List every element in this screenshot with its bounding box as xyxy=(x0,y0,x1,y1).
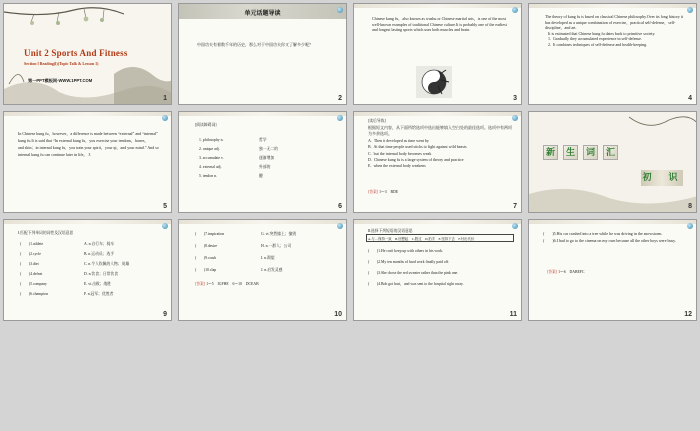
slide-thumbnail[interactable] xyxy=(178,111,347,213)
bullet-dot-icon xyxy=(512,7,518,13)
answer-line xyxy=(195,282,259,287)
slide-number: 8 xyxy=(688,203,692,210)
slide-thumbnail[interactable] xyxy=(528,3,697,105)
match-option: I. n.渴望 xyxy=(261,256,275,260)
match-item: ( )5.company xyxy=(20,282,47,286)
slide-body: 根据短文内容，从下面所给选项中选出能够填入空白处的最佳选项。选项中有两项为多余选项。 A. Then it developed as time went by B. At that time people used sticks to fight against wild beasts C. but the internal body becomes weak D. Chinese kung fu is a large system of theory and practice E. when the external body weakens xyxy=(368,125,512,169)
slide-thumbnail[interactable] xyxy=(528,219,697,321)
match-option: J. n.启发灵感 xyxy=(261,268,283,272)
vocab-meaning: 哲学 xyxy=(259,138,267,142)
top-strip xyxy=(354,4,521,8)
bullet-dot-icon xyxy=(512,115,518,121)
answer-tag: [答案] xyxy=(547,270,558,274)
match-item: ( )3.diet xyxy=(20,262,39,266)
match-item: ( )2.cycle xyxy=(20,252,41,256)
slide-thumbnail[interactable] xyxy=(3,3,172,105)
top-strip xyxy=(354,220,521,224)
bullet-dot-icon xyxy=(687,223,693,229)
match-option: F. n.冠军；优胜者 xyxy=(84,292,114,296)
section-header: Ⅰ.匹配下列单词的词性及汉语意思 xyxy=(18,231,74,235)
slide-thumbnail[interactable] xyxy=(3,219,172,321)
top-strip xyxy=(529,4,696,8)
slide-title: Unit 2 Sports And Fitness xyxy=(24,48,128,58)
slide-number: 9 xyxy=(163,311,167,318)
slide-number: 2 xyxy=(338,95,342,102)
match-option: D. n.饮食；日常饮食 xyxy=(84,272,119,276)
vocab-meaning: 腱 xyxy=(259,174,263,178)
slide-thumbnail[interactable] xyxy=(178,219,347,321)
vocab-char-tile: 新 xyxy=(543,145,558,160)
vocab-char-tile: 生 xyxy=(563,145,578,160)
bullet-dot-icon xyxy=(337,115,343,121)
bullet-dot-icon xyxy=(512,223,518,229)
brand-label: 第一PPT模板网-WWW.1PPT.COM xyxy=(28,78,93,83)
vocab-word: 5. tendon n. xyxy=(199,174,217,178)
section-header: [阅读障碍词] xyxy=(195,123,217,127)
bullet-dot-icon xyxy=(337,7,343,13)
slide-thumbnail[interactable] xyxy=(178,3,347,105)
slide-thumbnail[interactable] xyxy=(353,3,522,105)
match-item: ( )4.defeat xyxy=(20,272,43,276)
match-item: ( )9.crash xyxy=(195,256,216,260)
vocab-word: 2. unique adj. xyxy=(199,147,220,151)
top-strip xyxy=(4,220,171,224)
banner-title: 单元话题导读 xyxy=(244,11,281,17)
vocab-word: 4. external adj. xyxy=(199,165,222,169)
vocab-meaning: 外部的 xyxy=(259,165,271,169)
vocab-char-tile: 汇 xyxy=(603,145,618,160)
bullet-dot-icon xyxy=(337,223,343,229)
match-option: C. n.令人钦佩的人物；英雄 xyxy=(84,262,130,266)
vocab-char-tile: 词 xyxy=(583,145,598,160)
slide-number: 1 xyxy=(163,95,167,102)
slide-thumbnail[interactable] xyxy=(353,111,522,213)
match-item: ( )7.inspiration xyxy=(195,232,225,236)
match-option: B. n.运动员；选手 xyxy=(84,252,115,256)
match-option: E. vt.击败；战胜 xyxy=(84,282,112,286)
slide-body: The theory of kung fu is based on classical Chinese philosophy.Over its long history it has developed as a unique combination of exercise，practical self-defense，self-discipline，and art. It is estimated that Chinese kung fu dates back to primitive society. 1. Gradually they accumulated experience in self-defense. 2. It combines techniques of self-defense and health-keeping. xyxy=(545,14,684,47)
slide-number: 12 xyxy=(684,311,692,318)
match-option: A. n.自行车；骑车 xyxy=(84,242,115,246)
vocab-word: 3. accumulate v. xyxy=(199,156,224,160)
slide-number: 7 xyxy=(513,203,517,210)
slide-number: 4 xyxy=(688,95,692,102)
slide-thumbnail[interactable] xyxy=(353,219,522,321)
match-item: ( )1.athlete xyxy=(20,242,44,246)
question-item: ( )2.My ten months of hard work finally paid off. xyxy=(368,260,450,264)
slide-body: Chinese kung fu，also known as wushu or Chinese martial arts，is one of the most well-known examples of traditional Chinese culture.It is probably one of the earliest and longest lasting sports which uses both muscles and brain. xyxy=(372,16,508,33)
top-strip xyxy=(4,112,171,116)
section-label: 初 识 xyxy=(641,170,683,186)
match-item: ( )8.desire xyxy=(195,244,218,248)
slide-body: ( )5.His car crashed into a tree while he was driving in the snowstorm. ( )6.I had to go to the cinema on my own because all the other boys were busy. xyxy=(543,231,676,244)
ink-landscape-decoration xyxy=(529,112,697,213)
slide-thumbnail[interactable] xyxy=(3,111,172,213)
match-item: ( )6.champion xyxy=(20,292,48,296)
slide-body: 中国功夫有着数千年的历史，那么对于中国功夫你又了解多少呢？ xyxy=(197,42,313,47)
bullet-dot-icon xyxy=(687,7,693,13)
slide-number: 3 xyxy=(513,95,517,102)
bullet-dot-icon xyxy=(162,115,168,121)
kungfu-figure-image xyxy=(416,66,452,98)
section-header: [读后导练] xyxy=(368,119,386,123)
question-item: ( )4.Bob got hurt，and was sent to the hospital right away. xyxy=(368,282,464,286)
slide-thumbnail[interactable] xyxy=(528,111,697,213)
vocab-word: 1. philosophy n. xyxy=(199,138,224,142)
match-option: G. vt.突然撞上；撞毁 xyxy=(261,232,297,236)
answer-line xyxy=(368,190,398,195)
answer-text: 1～6 DABEFC xyxy=(558,270,585,274)
top-strip xyxy=(529,220,696,224)
slide-number: 6 xyxy=(338,203,342,210)
slide-body: In Chinese kung fu，however，a difference is made between “external” and “internal” kung fu.It is said that “In external kung fu，you exercise your tendons，bones， and skin；in internal kung fu，you train your spirit，your qi，and your mind.” And so internal kung fu can continue later in life。 3 xyxy=(18,131,159,157)
slide-number: 5 xyxy=(163,203,167,210)
section-header: Ⅱ.选择下列短语的汉语意思 xyxy=(368,229,413,233)
answer-line xyxy=(547,270,584,275)
answer-tag: [答案] xyxy=(368,190,379,194)
answer-text: 1～5 IGFHE 6～10 DCEAB xyxy=(206,282,259,286)
vocab-meaning: 逐渐增加 xyxy=(259,156,275,160)
slide-subtitle: Section Ⅰ Reading(Ⅰ)(Topic Talk & Lesson 1) xyxy=(24,61,99,66)
answer-tag: [答案] xyxy=(195,282,206,286)
answer-text: 1～3 BDE xyxy=(379,190,399,194)
bullet-dot-icon xyxy=(162,223,168,229)
question-item: ( )3.She chose the red sweater rather than the pink one. xyxy=(368,271,459,275)
slide-grid xyxy=(3,3,697,428)
top-strip xyxy=(179,220,346,224)
options-text: A.与…保持一致 B.回想起 C.胜过 D.拍手 E.坚持下去 F.付出代价 xyxy=(368,237,475,241)
vocab-meaning: 独一无二的 xyxy=(259,147,278,151)
match-option: H. n.一群人；公司 xyxy=(261,244,292,248)
question-item: ( )1.He can't keep up with others in his work. xyxy=(368,249,444,253)
top-strip xyxy=(179,112,346,116)
match-item: ( )10.clap xyxy=(195,268,217,272)
slide-number: 10 xyxy=(334,311,342,318)
slide-number: 11 xyxy=(509,311,517,318)
top-strip xyxy=(354,112,521,116)
